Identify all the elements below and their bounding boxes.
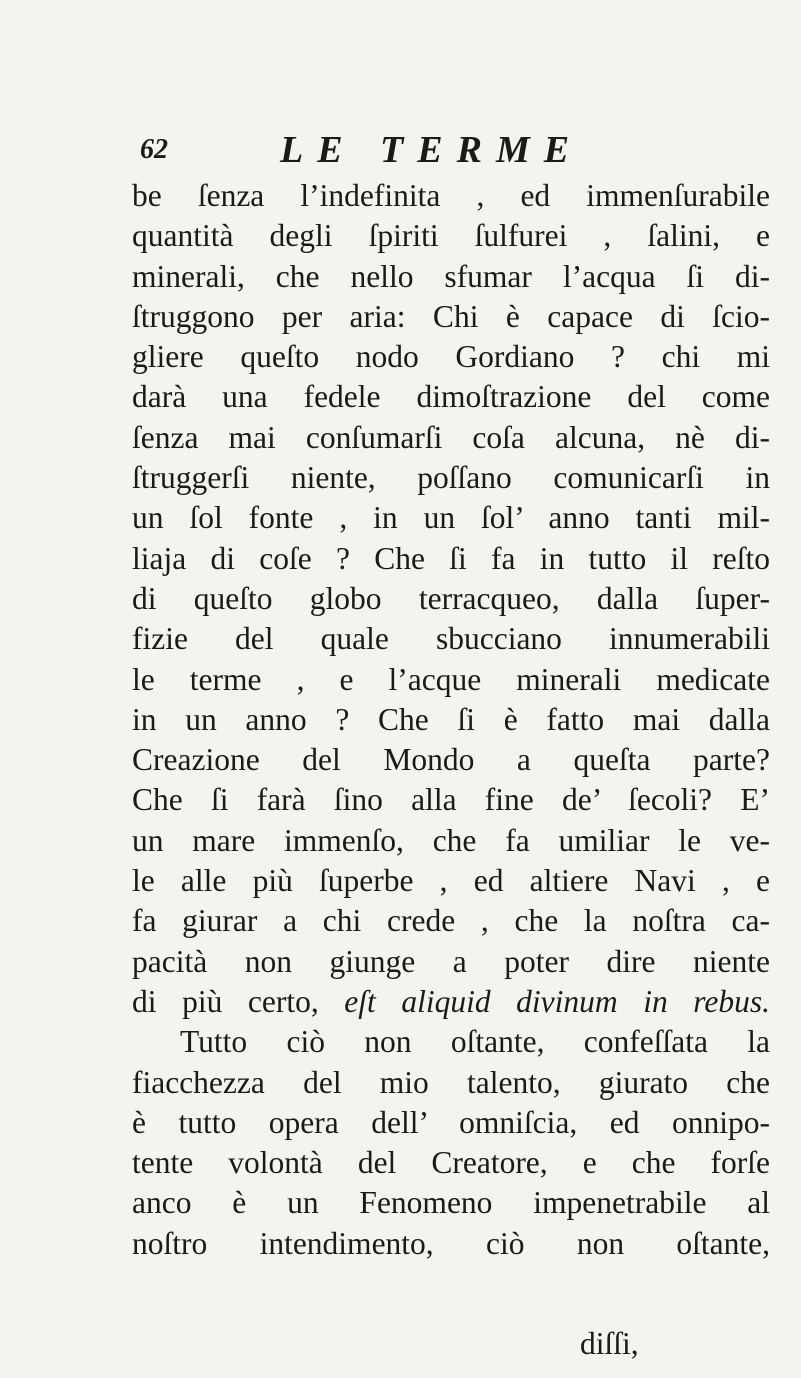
text-line: noſtro intendimento, ciò non oſtante,: [132, 1225, 770, 1261]
text-line: un ſol fonte , in un ſol’ anno tanti mil-: [132, 500, 770, 536]
text-line: le terme , e l’acque minerali medicate: [132, 661, 770, 697]
text-segment: di più certo,: [132, 983, 345, 1019]
page-number: 62: [140, 134, 168, 165]
text-line-with-latin: [132, 982, 770, 1022]
body-text: [132, 176, 770, 1264]
running-title: LE TERME: [280, 129, 584, 171]
text-line: è tutto opera dell’ omniſcia, ed onnipo-: [132, 1104, 770, 1140]
text-line: le alle più ſuperbe , ed altiere Navi , e: [132, 863, 770, 899]
text-line: darà una fedele dimoſtrazione del come: [132, 379, 770, 415]
text-line: un mare immenſo, che fa umiliar le ve-: [132, 822, 770, 858]
catchword: diſſi,: [580, 1326, 639, 1361]
text-line: ſtruggono per aria: Chi è capace di ſcio-: [132, 298, 770, 334]
running-head: [140, 128, 660, 172]
latin-quotation: eſt aliquid divinum in rebus.: [344, 983, 770, 1019]
text-line: be ſenza l’indefinita , ed immenſurabile: [132, 178, 770, 213]
text-line: minerali, che nello sfumar l’acqua ſi di-: [132, 258, 770, 294]
text-line: di queſto globo terracqueo, dalla ſuper-: [132, 580, 770, 616]
text-line: gliere queſto nodo Gordiano ? chi mi: [132, 339, 770, 375]
text-line: quantità degli ſpiriti ſulfurei , ſalini, e: [132, 218, 770, 254]
text-line: Creazione del Mondo a queſta parte?: [132, 742, 770, 778]
text-line: ſtruggerſi niente, poſſano comunicarſi in: [132, 460, 770, 496]
paragraph-start-line: Tutto ciò non oſtante, confeſſata la: [180, 1024, 770, 1060]
text-line: fiacchezza del mio talento, giurato che: [132, 1064, 770, 1100]
text-line: anco è un Fenomeno impenetrabile al: [132, 1185, 770, 1221]
text-line: ſenza mai conſumarſi coſa alcuna, nè di-: [132, 419, 770, 455]
text-line: pacità non giunge a poter dire niente: [132, 943, 770, 979]
text-line: tente volontà del Creatore, e che forſe: [132, 1145, 770, 1181]
text-line: in un anno ? Che ſi è fatto mai dalla: [132, 701, 770, 737]
text-line: liaja di coſe ? Che ſi fa in tutto il reſto: [132, 540, 770, 576]
text-line: fizie del quale sbucciano innumerabili: [132, 621, 770, 657]
text-line: Che ſi farà ſino alla fine de’ ſecoli? E’: [132, 782, 770, 818]
text-line: fa giurar a chi crede , che la noſtra ca-: [132, 903, 770, 939]
